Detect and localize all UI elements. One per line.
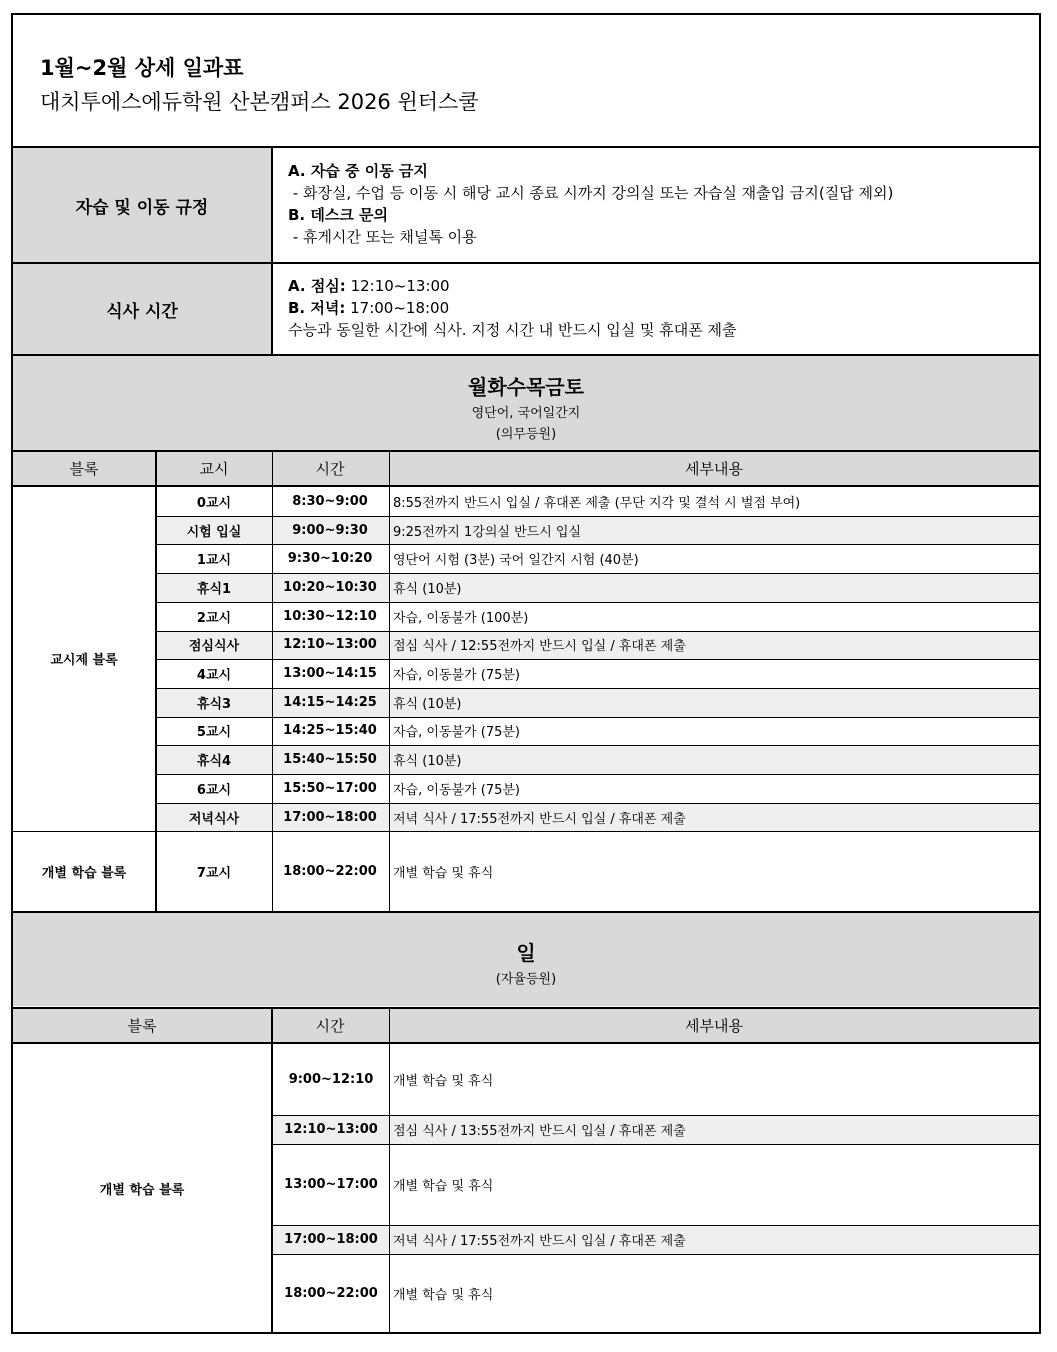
sun-col-header-block: 블록 (127, 1017, 157, 1035)
period-cell: 7교시 (196, 866, 232, 881)
weekday-sub1: 영단어, 국어일간지 (471, 406, 581, 421)
sun-col-header-time: 시간 (315, 1017, 345, 1035)
sunday-detail-cell: 저녁 식사 / 17:55전까지 반드시 입실 / 휴대폰 제출 (393, 1234, 686, 1249)
period-cell: 저녁식사 (188, 811, 240, 827)
time-cell: 12:10~13:00 (283, 637, 377, 653)
row-divider (157, 745, 1039, 746)
rule-b-prefix: B. (288, 206, 311, 224)
col-header-period: 교시 (199, 460, 229, 478)
sunday-time-cell: 9:00~12:10 (288, 1072, 374, 1087)
sunday-time-cell: 13:00~17:00 (284, 1177, 378, 1192)
period-cell: 0교시 (196, 495, 232, 511)
divider (155, 450, 157, 912)
rule-a-detail: - 화장실, 수업 등 이동 시 해당 교시 종료 시까지 강의실 또는 자습실 재출입 금지(질답 제외) (288, 184, 894, 202)
row-divider (157, 774, 1039, 775)
time-cell: 18:00~22:00 (283, 864, 377, 879)
detail-cell: 9:25전까지 1강의실 반드시 입실 (393, 524, 581, 540)
detail-cell: 자습, 이동불가 (100분) (393, 610, 529, 626)
meal-a-prefix: A. (288, 277, 311, 295)
time-cell: 17:00~18:00 (283, 809, 377, 825)
time-cell: 9:00~9:30 (292, 522, 368, 538)
row-divider (157, 803, 1039, 804)
block-label-individual: 개별 학습 블록 (41, 866, 127, 881)
period-cell: 휴식1 (196, 581, 232, 597)
detail-cell: 8:55전까지 반드시 입실 / 휴대폰 제출 (무단 지각 및 결석 시 벌점 부여) (393, 495, 801, 511)
period-cell: 2교시 (196, 610, 232, 626)
row-divider (157, 516, 1039, 517)
detail-cell: 저녁 식사 / 17:55전까지 반드시 입실 / 휴대폰 제출 (393, 811, 686, 827)
period-cell: 휴식3 (196, 696, 232, 712)
time-cell: 15:50~17:00 (283, 780, 377, 796)
weekday-sub2: (의무등원) (495, 427, 557, 442)
detail-cell: 영단어 시험 (3분) 국어 일간지 시험 (40분) (393, 553, 639, 569)
sunday-time-cell: 17:00~18:00 (284, 1232, 378, 1247)
sun-col-header-detail: 세부내용 (685, 1017, 743, 1035)
meal-b-title: 저녁: (310, 299, 346, 317)
row-divider (157, 602, 1039, 603)
meal-a-time: 12:10~13:00 (345, 277, 450, 295)
row-divider (273, 1144, 1039, 1145)
detail-cell: 점심 식사 / 12:55전까지 반드시 입실 / 휴대폰 제출 (393, 639, 686, 655)
row-divider (157, 659, 1039, 660)
row-divider (157, 688, 1039, 689)
period-cell: 점심식사 (188, 639, 240, 655)
detail-cell: 휴식 (10분) (393, 581, 462, 597)
rule-b-detail: - 휴게시간 또는 채널톡 이용 (288, 228, 477, 246)
rule-a-prefix: A. (288, 162, 311, 180)
divider (389, 450, 390, 912)
detail-cell: 휴식 (10분) (393, 696, 462, 712)
sunday-detail-cell: 점심 식사 / 13:55전까지 반드시 입실 / 휴대폰 제출 (393, 1124, 686, 1139)
col-header-time: 시간 (315, 460, 345, 478)
time-cell: 10:20~10:30 (283, 579, 377, 595)
sunday-time-cell: 18:00~22:00 (284, 1286, 378, 1301)
time-cell: 10:30~12:10 (283, 608, 377, 624)
row-divider (273, 1115, 1039, 1116)
sunday-block-label: 개별 학습 블록 (99, 1182, 185, 1198)
time-cell: 14:25~15:40 (283, 723, 377, 739)
col-header-block: 블록 (69, 460, 99, 478)
detail-cell: 개별 학습 및 휴식 (393, 866, 494, 881)
block-label-period: 교시제 블록 (50, 653, 118, 668)
period-cell: 4교시 (196, 668, 232, 684)
sunday-detail-cell: 개별 학습 및 휴식 (393, 1179, 494, 1194)
time-cell: 15:40~15:50 (283, 752, 377, 768)
rule-a-title: 자습 중 이동 금지 (310, 162, 428, 180)
meals-label: 식사 시간 (13, 264, 271, 354)
period-cell: 5교시 (196, 725, 232, 741)
weekday-title: 월화수목금토 (468, 375, 584, 399)
meal-b-time: 17:00~18:00 (345, 299, 450, 317)
row-divider (273, 1225, 1039, 1226)
period-cell: 시험 입실 (186, 524, 242, 540)
period-cell: 휴식4 (196, 754, 232, 770)
divider (389, 1007, 390, 1334)
rules-content (288, 160, 1028, 248)
detail-cell: 자습, 이동불가 (75분) (393, 725, 520, 741)
page-title (40, 52, 1020, 116)
period-cell: 1교시 (196, 553, 232, 569)
sunday-time-cell: 12:10~13:00 (284, 1122, 378, 1137)
sunday-title: 일 (516, 941, 536, 965)
rule-b-title: 데스크 문의 (310, 206, 389, 224)
meal-b-prefix: B. (288, 299, 311, 317)
row-divider (157, 717, 1039, 718)
detail-cell: 휴식 (10분) (393, 754, 462, 770)
divider (271, 1007, 273, 1334)
time-cell: 8:30~9:00 (292, 493, 368, 509)
meal-a-title: 점심: (310, 277, 346, 295)
time-cell: 14:15~14:25 (283, 694, 377, 710)
sunday-section-header (13, 913, 1039, 1006)
weekday-section-header (13, 356, 1039, 450)
title-main: 1월~2월 상세 일과표 (40, 56, 244, 80)
divider (271, 146, 273, 354)
detail-cell: 자습, 이동불가 (75분) (393, 782, 520, 798)
period-cell: 6교시 (196, 782, 232, 798)
row-divider (157, 631, 1039, 632)
row-divider (157, 573, 1039, 574)
meal-note: 수능과 동일한 시간에 식사. 지정 시간 내 반드시 입실 및 휴대폰 제출 (288, 321, 737, 339)
title-subtitle: 대치투에스에듀학원 산본캠퍼스 2026 윈터스쿨 (40, 90, 479, 114)
divider (272, 450, 273, 912)
meals-content (288, 275, 1028, 341)
row-divider (157, 544, 1039, 545)
row-divider (273, 1254, 1039, 1255)
rules-label: 자습 및 이동 규정 (13, 148, 271, 262)
sunday-detail-cell: 개별 학습 및 휴식 (393, 1074, 494, 1089)
col-header-detail: 세부내용 (685, 460, 743, 478)
time-cell: 9:30~10:20 (287, 551, 373, 567)
sunday-detail-cell: 개별 학습 및 휴식 (393, 1288, 494, 1303)
time-cell: 13:00~14:15 (283, 666, 377, 682)
sunday-sub: (자율등원) (495, 972, 557, 987)
detail-cell: 자습, 이동불가 (75분) (393, 668, 520, 684)
